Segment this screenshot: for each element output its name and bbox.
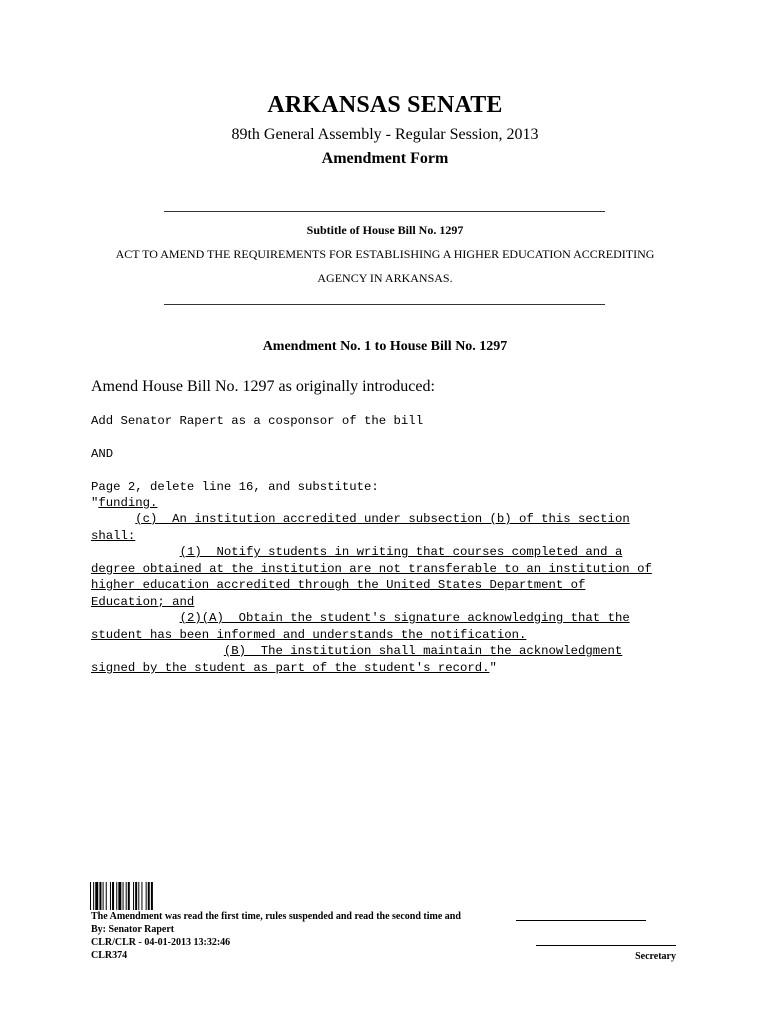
substitute-text: (B) The institution shall maintain the acknowledgment	[223, 644, 623, 658]
barcode	[90, 882, 182, 910]
secretary-signature-line	[536, 945, 676, 946]
subtitle-text-line-1: ACT TO AMEND THE REQUIREMENTS FOR ESTABLISHING A HIGHER EDUCATION ACCREDITING	[115, 247, 655, 261]
substitute-line-8	[91, 610, 630, 626]
secretary-label: Secretary	[635, 951, 676, 962]
substitute-text: (1) Notify students in writing that courses completed and a	[179, 545, 623, 559]
indent	[91, 644, 224, 658]
substitute-line-5: degree obtained at the institution are not transferable to an institution of	[91, 562, 652, 576]
indent	[91, 611, 180, 625]
substitute-line-6: higher education accredited through the United States Department of	[91, 578, 586, 592]
substitute-line-10	[91, 643, 622, 659]
substitute-line-3: shall:	[91, 529, 136, 543]
substitute-text: funding.	[98, 496, 158, 510]
substitute-line-11	[91, 660, 497, 676]
indent	[91, 545, 180, 559]
quote-open: "	[91, 496, 99, 510]
indent	[91, 512, 135, 526]
clerk-timestamp: CLR/CLR - 04-01-2013 13:32:46	[91, 937, 231, 948]
and-line: AND	[91, 447, 114, 461]
cosponsor-line: Add Senator Rapert as a cosponsor of the bill	[91, 414, 424, 428]
read-statement: The Amendment was read the first time, rules suspended and read the second time and	[91, 911, 461, 922]
divider-bottom	[164, 304, 605, 305]
page-instruction: Page 2, delete line 16, and substitute:	[91, 480, 379, 494]
substitute-line-9: student has been informed and understands the notification.	[91, 628, 527, 642]
substitute-text: signed by the student as part of the student's record.	[91, 661, 490, 675]
amendment-heading: Amendment No. 1 to House Bill No. 1297	[262, 339, 508, 354]
subtitle-label: Subtitle of House Bill No. 1297	[306, 223, 464, 237]
form-name: Amendment Form	[321, 150, 449, 167]
substitute-line-2	[91, 511, 630, 527]
document-title: ARKANSAS SENATE	[267, 92, 503, 118]
sponsor-line: By: Senator Rapert	[91, 924, 175, 935]
divider-top	[164, 211, 605, 212]
quote-close: "	[489, 661, 497, 675]
document-code: CLR374	[91, 950, 128, 961]
substitute-line-7: Education; and	[91, 595, 195, 609]
amendment-intro: Amend House Bill No. 1297 as originally introduced:	[91, 378, 435, 395]
substitute-line-4	[91, 544, 622, 560]
signature-blank	[516, 920, 646, 921]
substitute-text: (c) An institution accredited under subsection (b) of this section	[135, 512, 630, 526]
substitute-line-1	[91, 495, 157, 511]
substitute-text: (2)(A) Obtain the student's signature acknowledging that the	[179, 611, 630, 625]
session-line: 89th General Assembly - Regular Session, 2013	[231, 126, 539, 143]
subtitle-text-line-2: AGENCY IN ARKANSAS.	[317, 271, 453, 285]
